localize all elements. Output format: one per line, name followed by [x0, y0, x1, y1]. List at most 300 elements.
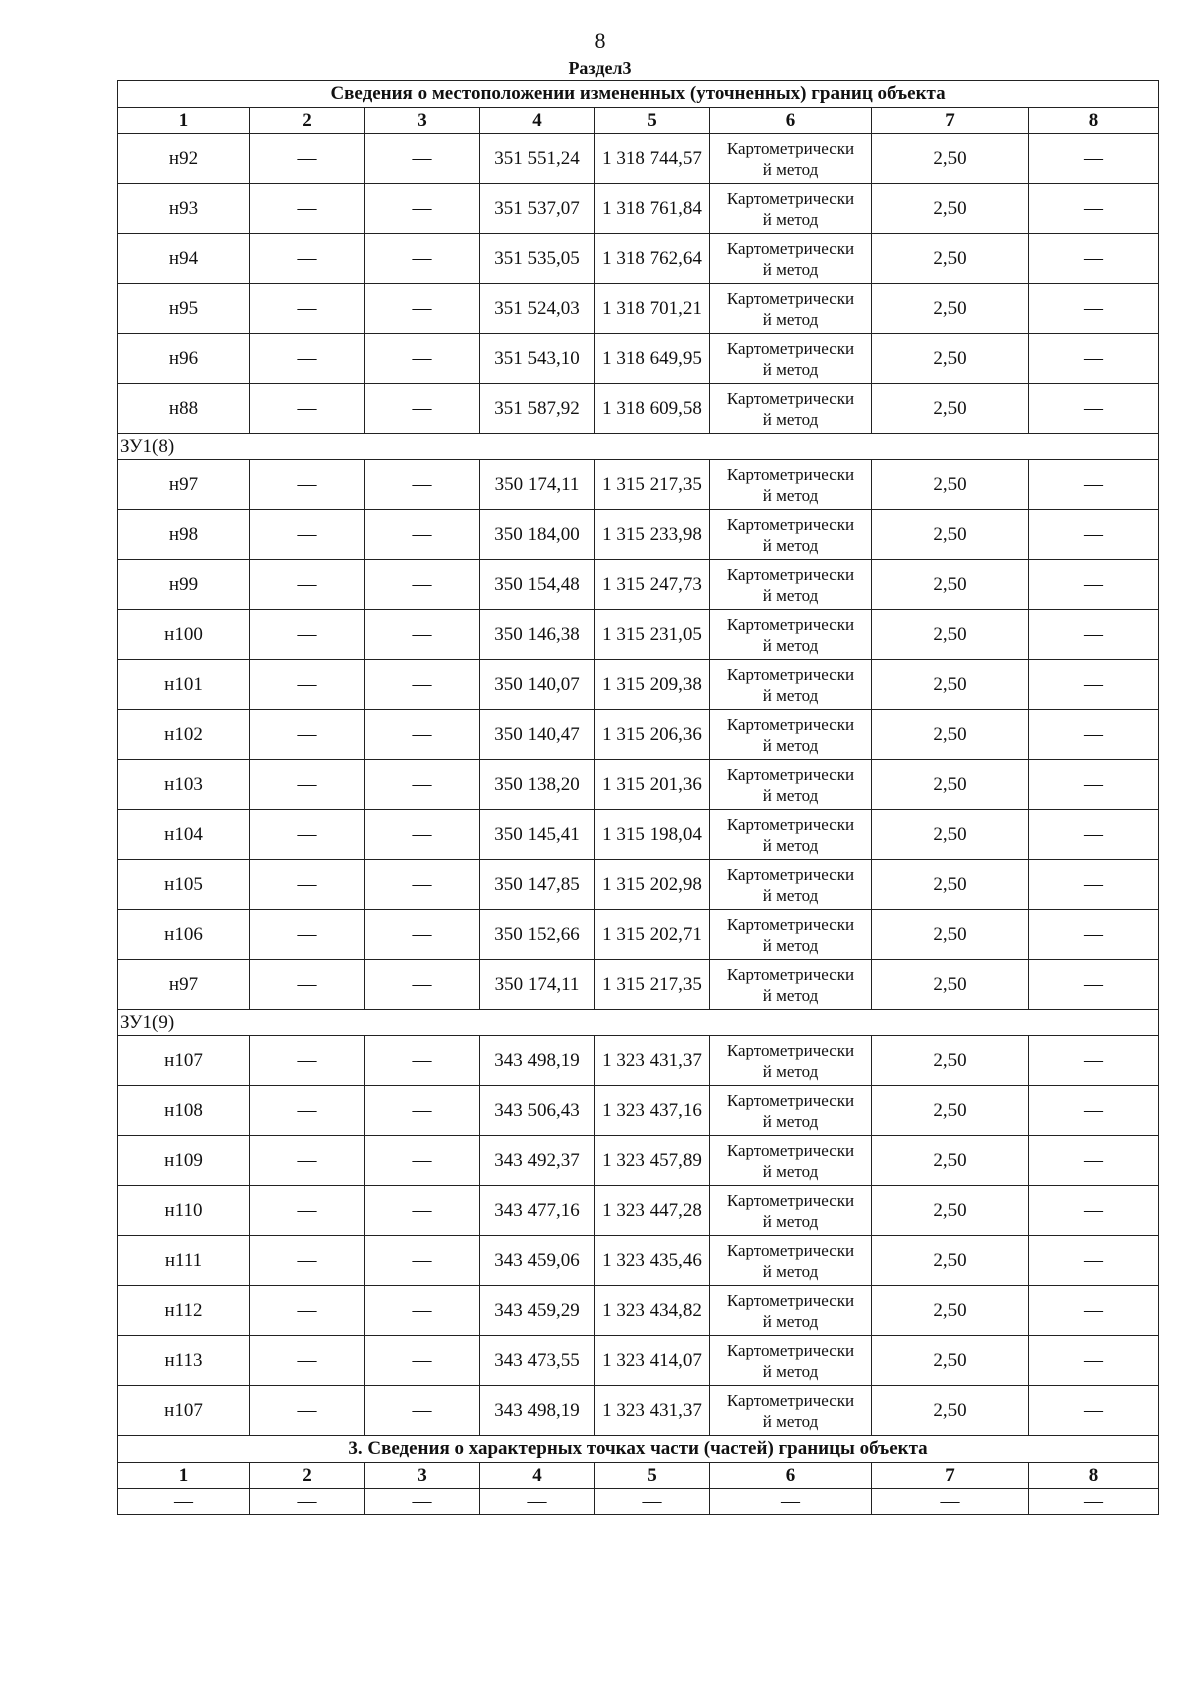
page-number: 8: [594, 28, 606, 53]
cell-col8: —: [1029, 284, 1159, 334]
section-label: Раздел3: [568, 58, 632, 78]
point-name: н107: [118, 1036, 250, 1086]
coord-y: 1 315 209,38: [595, 660, 710, 710]
group-label: ЗУ1(8): [118, 434, 1159, 460]
cell-col2: —: [250, 184, 365, 234]
column-header: 5: [595, 108, 710, 134]
method-line: й метод: [762, 1211, 819, 1231]
accuracy: 2,50: [872, 910, 1029, 960]
method-cell: [710, 1336, 872, 1386]
accuracy: 2,50: [872, 810, 1029, 860]
cell-col3: —: [365, 234, 480, 284]
method-line: Картометрически: [726, 1090, 855, 1110]
dash-cell: —: [480, 1489, 595, 1515]
cell-col8: —: [1029, 810, 1159, 860]
accuracy: 2,50: [872, 334, 1029, 384]
table-body: [118, 81, 1159, 1515]
coord-y: 1 315 247,73: [595, 560, 710, 610]
coord-y: 1 323 447,28: [595, 1186, 710, 1236]
method-cell: [710, 810, 872, 860]
cell-col8: —: [1029, 184, 1159, 234]
cell-col2: —: [250, 660, 365, 710]
method-line: Картометрически: [726, 614, 855, 634]
method-cell: [710, 910, 872, 960]
method-line: Картометрически: [726, 964, 855, 984]
cell-col8: —: [1029, 560, 1159, 610]
coord-x: 350 140,07: [480, 660, 595, 710]
coord-y: 1 315 231,05: [595, 610, 710, 660]
method-line: й метод: [762, 1361, 819, 1381]
accuracy: 2,50: [872, 384, 1029, 434]
cell-col3: —: [365, 1036, 480, 1086]
method-cell: [710, 710, 872, 760]
accuracy: 2,50: [872, 234, 1029, 284]
method-cell: [710, 284, 872, 334]
accuracy: 2,50: [872, 1286, 1029, 1336]
method-line: й метод: [762, 935, 819, 955]
point-name: н109: [118, 1136, 250, 1186]
cell-col3: —: [365, 910, 480, 960]
section3-title-row: [118, 1436, 1159, 1463]
table-row: [118, 910, 1159, 960]
method-line: й метод: [762, 985, 819, 1005]
accuracy: 2,50: [872, 510, 1029, 560]
table-row: [118, 860, 1159, 910]
cell-col8: —: [1029, 460, 1159, 510]
coord-x: 350 174,11: [480, 460, 595, 510]
column-header: 6: [710, 1463, 872, 1489]
accuracy: 2,50: [872, 560, 1029, 610]
method-line: Картометрически: [726, 1290, 855, 1310]
accuracy: 2,50: [872, 460, 1029, 510]
dash-cell: —: [710, 1489, 872, 1515]
coord-x: 343 506,43: [480, 1086, 595, 1136]
coord-y: 1 323 414,07: [595, 1336, 710, 1386]
cell-col2: —: [250, 334, 365, 384]
table-row: [118, 960, 1159, 1010]
column-header: 2: [250, 108, 365, 134]
coord-y: 1 318 744,57: [595, 134, 710, 184]
accuracy: 2,50: [872, 1336, 1029, 1386]
method-line: й метод: [762, 1161, 819, 1181]
cell-col8: —: [1029, 760, 1159, 810]
cell-col2: —: [250, 560, 365, 610]
cell-col3: —: [365, 1186, 480, 1236]
table-row: [118, 1136, 1159, 1186]
column-header: 4: [480, 1463, 595, 1489]
point-name: н106: [118, 910, 250, 960]
cell-col2: —: [250, 1336, 365, 1386]
column-header: 5: [595, 1463, 710, 1489]
cell-col3: —: [365, 710, 480, 760]
coord-x: 351 587,92: [480, 384, 595, 434]
cell-col2: —: [250, 510, 365, 560]
dash-cell: —: [595, 1489, 710, 1515]
cell-col3: —: [365, 960, 480, 1010]
cell-col3: —: [365, 334, 480, 384]
method-line: Картометрически: [726, 664, 855, 684]
table-row: [118, 710, 1159, 760]
column-header: 3: [365, 108, 480, 134]
method-line: й метод: [762, 885, 819, 905]
coord-y: 1 318 762,64: [595, 234, 710, 284]
point-name: н108: [118, 1086, 250, 1136]
coord-x: 350 145,41: [480, 810, 595, 860]
cell-col8: —: [1029, 1386, 1159, 1436]
point-name: н105: [118, 860, 250, 910]
coord-x: 343 492,37: [480, 1136, 595, 1186]
method-line: Картометрически: [726, 914, 855, 934]
method-line: Картометрически: [726, 564, 855, 584]
table-title-row: [118, 81, 1159, 108]
method-cell: [710, 610, 872, 660]
point-name: н102: [118, 710, 250, 760]
table-row: [118, 134, 1159, 184]
method-cell: [710, 1086, 872, 1136]
method-cell: [710, 134, 872, 184]
coord-y: 1 323 457,89: [595, 1136, 710, 1186]
coord-y: 1 318 761,84: [595, 184, 710, 234]
cell-col3: —: [365, 810, 480, 860]
method-cell: [710, 1386, 872, 1436]
method-line: й метод: [762, 635, 819, 655]
coord-y: 1 318 609,58: [595, 384, 710, 434]
method-cell: [710, 1286, 872, 1336]
point-name: н113: [118, 1336, 250, 1386]
cell-col3: —: [365, 134, 480, 184]
accuracy: 2,50: [872, 1136, 1029, 1186]
coord-x: 343 459,06: [480, 1236, 595, 1286]
point-name: н96: [118, 334, 250, 384]
accuracy: 2,50: [872, 1186, 1029, 1236]
coord-x: 350 184,00: [480, 510, 595, 560]
coord-x: 343 459,29: [480, 1286, 595, 1336]
point-name: н101: [118, 660, 250, 710]
cell-col8: —: [1029, 960, 1159, 1010]
coord-x: 351 537,07: [480, 184, 595, 234]
method-line: й метод: [762, 209, 819, 229]
method-line: й метод: [762, 585, 819, 605]
method-line: й метод: [762, 309, 819, 329]
accuracy: 2,50: [872, 610, 1029, 660]
cell-col2: —: [250, 860, 365, 910]
coord-x: 350 154,48: [480, 560, 595, 610]
table-row: [118, 1186, 1159, 1236]
table-row: [118, 810, 1159, 860]
coord-y: 1 315 217,35: [595, 960, 710, 1010]
cell-col2: —: [250, 384, 365, 434]
cell-col2: —: [250, 1386, 365, 1436]
method-line: й метод: [762, 1061, 819, 1081]
method-line: й метод: [762, 1111, 819, 1131]
accuracy: 2,50: [872, 1386, 1029, 1436]
table-row: [118, 660, 1159, 710]
method-line: Картометрически: [726, 138, 855, 158]
cell-col8: —: [1029, 1286, 1159, 1336]
accuracy: 2,50: [872, 134, 1029, 184]
cell-col2: —: [250, 460, 365, 510]
table-row: [118, 284, 1159, 334]
accuracy: 2,50: [872, 710, 1029, 760]
column-header: 8: [1029, 1463, 1159, 1489]
point-name: н99: [118, 560, 250, 610]
table-row: [118, 1236, 1159, 1286]
accuracy: 2,50: [872, 284, 1029, 334]
cell-col2: —: [250, 1286, 365, 1336]
method-cell: [710, 184, 872, 234]
method-cell: [710, 234, 872, 284]
point-name: н93: [118, 184, 250, 234]
method-cell: [710, 460, 872, 510]
method-line: Картометрически: [726, 814, 855, 834]
method-line: й метод: [762, 735, 819, 755]
coord-x: 350 152,66: [480, 910, 595, 960]
column-header: 4: [480, 108, 595, 134]
cell-col8: —: [1029, 1236, 1159, 1286]
method-line: й метод: [762, 359, 819, 379]
cell-col3: —: [365, 660, 480, 710]
cell-col8: —: [1029, 860, 1159, 910]
table-row: [118, 610, 1159, 660]
coord-y: 1 323 431,37: [595, 1036, 710, 1086]
accuracy: 2,50: [872, 860, 1029, 910]
accuracy: 2,50: [872, 1036, 1029, 1086]
method-line: Картометрически: [726, 388, 855, 408]
point-name: н104: [118, 810, 250, 860]
point-name: н98: [118, 510, 250, 560]
point-name: н94: [118, 234, 250, 284]
table-row: [118, 1086, 1159, 1136]
point-name: н88: [118, 384, 250, 434]
method-line: й метод: [762, 835, 819, 855]
coord-y: 1 323 437,16: [595, 1086, 710, 1136]
coord-x: 351 543,10: [480, 334, 595, 384]
coord-x: 350 140,47: [480, 710, 595, 760]
coord-x: 351 524,03: [480, 284, 595, 334]
column-header: 1: [118, 1463, 250, 1489]
coord-x: 350 147,85: [480, 860, 595, 910]
coord-y: 1 315 201,36: [595, 760, 710, 810]
table-row: [118, 1286, 1159, 1336]
method-cell: [710, 510, 872, 560]
cell-col8: —: [1029, 1136, 1159, 1186]
cell-col2: —: [250, 134, 365, 184]
method-line: й метод: [762, 1261, 819, 1281]
method-line: й метод: [762, 159, 819, 179]
dash-cell: —: [1029, 1489, 1159, 1515]
point-name: н111: [118, 1236, 250, 1286]
accuracy: 2,50: [872, 760, 1029, 810]
method-cell: [710, 560, 872, 610]
point-name: н92: [118, 134, 250, 184]
table-row: [118, 384, 1159, 434]
point-name: н100: [118, 610, 250, 660]
coord-y: 1 323 434,82: [595, 1286, 710, 1336]
cell-col2: —: [250, 1086, 365, 1136]
coord-y: 1 315 206,36: [595, 710, 710, 760]
table-row: [118, 1386, 1159, 1436]
cell-col2: —: [250, 234, 365, 284]
cell-col8: —: [1029, 234, 1159, 284]
coord-y: 1 315 233,98: [595, 510, 710, 560]
accuracy: 2,50: [872, 184, 1029, 234]
coord-x: 343 498,19: [480, 1036, 595, 1086]
method-line: Картометрически: [726, 1190, 855, 1210]
cell-col2: —: [250, 810, 365, 860]
method-cell: [710, 1236, 872, 1286]
method-line: Картометрически: [726, 238, 855, 258]
column-header: 7: [872, 1463, 1029, 1489]
point-name: н95: [118, 284, 250, 334]
coord-y: 1 315 202,71: [595, 910, 710, 960]
method-line: й метод: [762, 409, 819, 429]
coord-x: 343 498,19: [480, 1386, 595, 1436]
cell-col3: —: [365, 760, 480, 810]
method-cell: [710, 1036, 872, 1086]
group-label: ЗУ1(9): [118, 1010, 1159, 1036]
cell-col8: —: [1029, 510, 1159, 560]
cell-col8: —: [1029, 910, 1159, 960]
table-row: [118, 460, 1159, 510]
point-name: н107: [118, 1386, 250, 1436]
cell-col3: —: [365, 1086, 480, 1136]
cell-col2: —: [250, 960, 365, 1010]
coord-y: 1 318 701,21: [595, 284, 710, 334]
cell-col3: —: [365, 1336, 480, 1386]
method-cell: [710, 1186, 872, 1236]
accuracy: 2,50: [872, 1236, 1029, 1286]
method-line: Картометрически: [726, 864, 855, 884]
method-line: Картометрически: [726, 338, 855, 358]
dash-cell: —: [365, 1489, 480, 1515]
method-line: Картометрически: [726, 1340, 855, 1360]
cell-col2: —: [250, 610, 365, 660]
cell-col3: —: [365, 510, 480, 560]
column-header: 3: [365, 1463, 480, 1489]
cell-col3: —: [365, 860, 480, 910]
cell-col8: —: [1029, 1336, 1159, 1386]
boundary-table: [117, 80, 1159, 1515]
method-line: Картометрически: [726, 188, 855, 208]
coord-y: 1 323 435,46: [595, 1236, 710, 1286]
cell-col3: —: [365, 1136, 480, 1186]
table-row: [118, 184, 1159, 234]
accuracy: 2,50: [872, 660, 1029, 710]
coord-x: 343 473,55: [480, 1336, 595, 1386]
method-line: й метод: [762, 785, 819, 805]
cell-col2: —: [250, 760, 365, 810]
section3-title: 3. Сведения о характерных точках части (частей) границы объекта: [118, 1436, 1159, 1463]
method-line: й метод: [762, 535, 819, 555]
cell-col2: —: [250, 910, 365, 960]
table-row: [118, 510, 1159, 560]
method-line: Картометрически: [726, 464, 855, 484]
coord-x: 351 535,05: [480, 234, 595, 284]
table-row: [118, 334, 1159, 384]
method-cell: [710, 760, 872, 810]
cell-col3: —: [365, 1286, 480, 1336]
cell-col2: —: [250, 710, 365, 760]
point-name: н103: [118, 760, 250, 810]
coord-y: 1 315 202,98: [595, 860, 710, 910]
method-line: Картометрически: [726, 288, 855, 308]
dash-cell: —: [118, 1489, 250, 1515]
cell-col2: —: [250, 1236, 365, 1286]
cell-col8: —: [1029, 384, 1159, 434]
method-line: Картометрически: [726, 1140, 855, 1160]
point-name: н112: [118, 1286, 250, 1336]
coord-y: 1 323 431,37: [595, 1386, 710, 1436]
cell-col3: —: [365, 560, 480, 610]
method-line: Картометрически: [726, 1240, 855, 1260]
accuracy: 2,50: [872, 1086, 1029, 1136]
cell-col8: —: [1029, 710, 1159, 760]
cell-col8: —: [1029, 1036, 1159, 1086]
cell-col3: —: [365, 1236, 480, 1286]
group-row: [118, 434, 1159, 460]
column-header: 1: [118, 108, 250, 134]
cell-col3: —: [365, 284, 480, 334]
method-cell: [710, 1136, 872, 1186]
cell-col3: —: [365, 1386, 480, 1436]
point-name: н110: [118, 1186, 250, 1236]
table-row: [118, 234, 1159, 284]
cell-col2: —: [250, 1036, 365, 1086]
cell-col3: —: [365, 460, 480, 510]
table-row: [118, 560, 1159, 610]
section3-row: [118, 1489, 1159, 1515]
table-row: [118, 760, 1159, 810]
method-line: й метод: [762, 1311, 819, 1331]
cell-col8: —: [1029, 610, 1159, 660]
column-header: 6: [710, 108, 872, 134]
method-cell: [710, 960, 872, 1010]
coord-x: 351 551,24: [480, 134, 595, 184]
method-line: Картометрически: [726, 764, 855, 784]
column-header: 7: [872, 108, 1029, 134]
method-line: й метод: [762, 485, 819, 505]
column-header: 8: [1029, 108, 1159, 134]
cell-col3: —: [365, 610, 480, 660]
table-header-row: [118, 108, 1159, 134]
coord-x: 350 138,20: [480, 760, 595, 810]
cell-col3: —: [365, 184, 480, 234]
method-cell: [710, 860, 872, 910]
coord-x: 350 146,38: [480, 610, 595, 660]
point-name: н97: [118, 960, 250, 1010]
coord-y: 1 318 649,95: [595, 334, 710, 384]
method-line: Картометрически: [726, 1040, 855, 1060]
group-row: [118, 1010, 1159, 1036]
method-cell: [710, 660, 872, 710]
point-name: н97: [118, 460, 250, 510]
column-header: 2: [250, 1463, 365, 1489]
table-row: [118, 1336, 1159, 1386]
cell-col8: —: [1029, 134, 1159, 184]
section3-header-row: [118, 1463, 1159, 1489]
dash-cell: —: [872, 1489, 1029, 1515]
cell-col8: —: [1029, 1186, 1159, 1236]
cell-col3: —: [365, 384, 480, 434]
table-row: [118, 1036, 1159, 1086]
coord-y: 1 315 217,35: [595, 460, 710, 510]
method-line: Картометрически: [726, 714, 855, 734]
cell-col8: —: [1029, 660, 1159, 710]
table-title: Сведения о местоположении измененных (уточненных) границ объекта: [118, 81, 1159, 108]
coord-x: 350 174,11: [480, 960, 595, 1010]
cell-col8: —: [1029, 1086, 1159, 1136]
cell-col2: —: [250, 1186, 365, 1236]
